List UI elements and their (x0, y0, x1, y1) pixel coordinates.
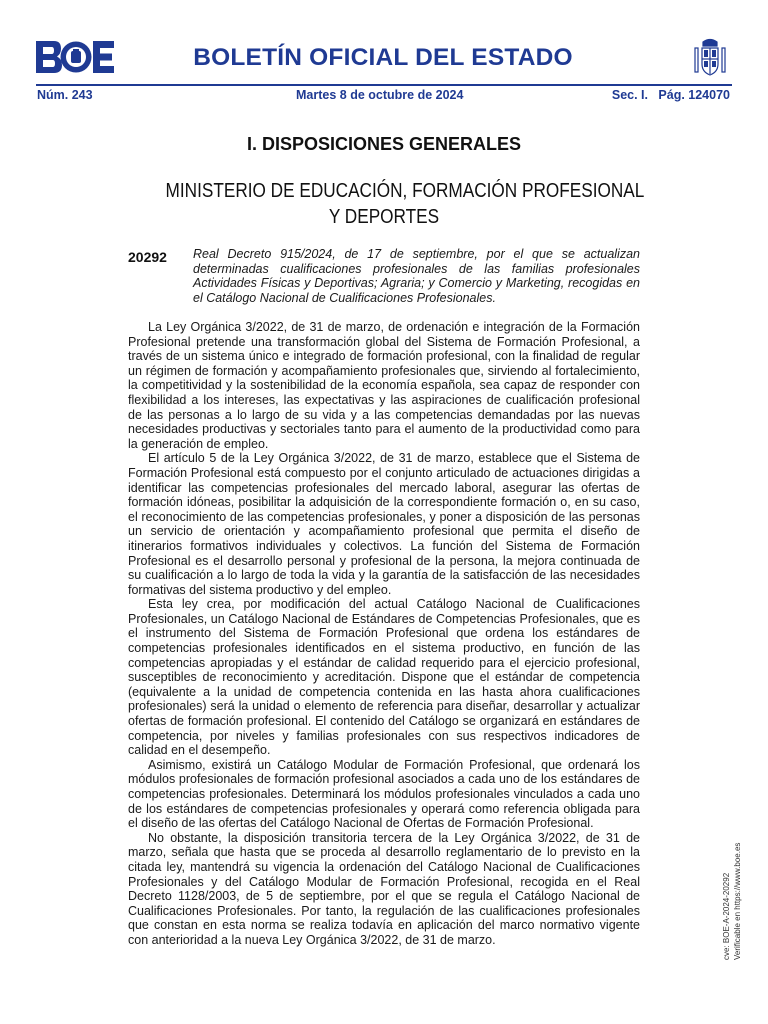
newspaper-title: BOLETÍN OFICIAL DEL ESTADO (193, 44, 573, 71)
document-body (128, 320, 640, 948)
coat-of-arms-icon (692, 38, 728, 78)
paragraph: El artículo 5 de la Ley Orgánica 3/2022, de 31 de marzo, establece que el Sistema de Formación Profesional está compuesto por el conjunto articulado de actuaciones dirigidas a identificar las competencias profesionales del mercado laboral, asegurar las ofertas de formación idóneas, posibilitar la adquisición de la correspondiente formación o, en su caso, el reconocimiento de las competencias profesionales, y poner a disposición de las personas un servicio de orientación y acompañamiento profesional que permita el diseño de itinerarios formativos individuales y colectivos. La función del Sistema de Formación Profesional es el desarrollo personal y profesional de la persona, la mejora continuada de su cualificación a lo largo de toda la vida y la garantía de la satisfacción de las necesidades formativas del sistema productivo y del empleo. (128, 451, 640, 597)
verification-note (721, 740, 743, 960)
header-rule (36, 84, 732, 86)
cve-code: cve: BOE-A-2024-20292 (722, 872, 731, 960)
paragraph: La Ley Orgánica 3/2022, de 31 de marzo, de ordenación e integración de la Formación Profesional pretende una transformación global del Sistema de Formación Profesional, a través de un sistema único e integrado de formación profesional, con la finalidad de regular un régimen de formación y acompañamiento profesionales que, sirviendo al fortalecimiento, la competitividad y la sostenibilidad de la economía española, sea capaz de responder con flexibilidad a los intereses, las expectativas y las aspiraciones de cualificación profesional de las personas a lo largo de su vida y a las competencias demandadas por las nuevas necesidades productivas y sectoriales tanto para el aumento de la productividad como para la generación de empleo. (128, 320, 640, 451)
paragraph: No obstante, la disposición transitoria tercera de la Ley Orgánica 3/2022, de 31 de marzo, señala que hasta que se proceda al desarrollo reglamentario de lo previsto en la citada ley, mantendrá su vigencia la ordenación del Catálogo Nacional de Cualificaciones Profesionales y del Catálogo Modular de Formación Profesional, recogida en el Real Decreto 1128/2003, de 5 de septiembre, por el que se regula el Catálogo Nacional de Cualificaciones Profesionales. Por tanto, la regulación de las cualificaciones profesionales que constan en esta norma se realiza todavía en aplicación del marco normativo vigente con anterioridad a la nueva Ley Orgánica 3/2022, de 31 de marzo. (128, 830, 640, 947)
section-page: Sec. I. Pág. 124070 (611, 88, 730, 102)
document-number: 20292 (128, 249, 167, 265)
issue-date: Martes 8 de octubre de 2024 (296, 88, 464, 102)
paragraph: Esta ley crea, por modificación del actual Catálogo Nacional de Cualificaciones Profesionales, un Catálogo Nacional de Estándares de Competencias Profesionales, que es el instrumento del Sistema de Formación Profesional que ordena los estándares de competencias profesionales identificados en el sistema productivo, en función de las competencias apropiadas y el estándar de calidad requerido para el ejercicio profesional, susceptibles de reconocimiento y acreditación. Dispone que el estándar de competencia (equivalente a la unidad de competencia contenida en las hasta ahora cualificaciones profesionales) será la unidad o elemento de referencia para diseñar, desarrollar y actualizar ofertas de formación profesional. El contenido del Catálogo se organizará en estándares de competencia, por niveles y familias profesionales con sus respectivos indicadores de calidad en el desempeño. (128, 597, 640, 758)
ministry-line-2: Y DEPORTES (328, 206, 440, 228)
document-summary: Real Decreto 915/2024, de 17 de septiembre, por el que se actualizan determinadas cualificaciones profesionales de las familias profesionales Actividades Físicas y Deportivas; Agraria; y Comercio y Marketing, recogidas en el Catálogo Nacional de Cualificaciones Profesionales. (193, 247, 640, 305)
ministry-name (165, 178, 645, 230)
issue-number: Núm. 243 (37, 88, 93, 102)
ministry-line-1: MINISTERIO DE EDUCACIÓN, FORMACIÓN PROFESIONAL (165, 180, 645, 202)
boe-logo-icon (36, 41, 114, 73)
section-heading: I. DISPOSICIONES GENERALES (246, 134, 522, 154)
verify-link[interactable]: Verificable en https://www.boe.es (733, 842, 742, 960)
paragraph: Asimismo, existirá un Catálogo Modular de Formación Profesional, que ordenará los módulos profesionales de formación profesional asociados a cada uno de los estándares de competencias profesionales. Determinará los módulos profesionales vinculados a cada uno de los estándares de competencias profesionales y operará como referencia obligada para el diseño de las ofertas del Catálogo Nacional de Ofertas de Formación Profesional. (128, 757, 640, 831)
